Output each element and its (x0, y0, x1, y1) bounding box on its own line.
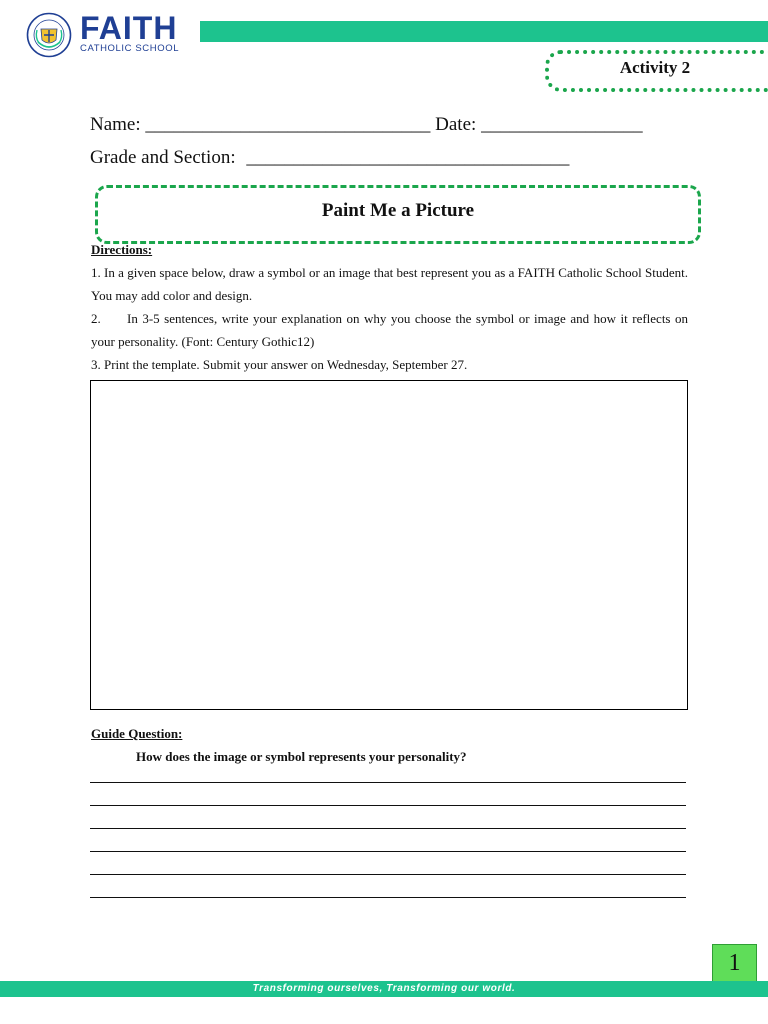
name-date-row (90, 114, 643, 136)
answer-line[interactable] (90, 874, 686, 875)
grade-section-row (90, 147, 569, 169)
page-number: 1 (728, 950, 741, 976)
guide-question-heading: Guide Question: (91, 726, 183, 741)
direction-item-3: 3. Print the template. Submit your answer on Wednesday, September 27. (91, 357, 468, 372)
direction-item-2-number: 2. (91, 311, 101, 326)
brand-subtitle: CATHOLIC SCHOOL (80, 43, 180, 54)
brand-wordmark (80, 12, 179, 54)
date-blank[interactable]: _________________ (481, 114, 643, 135)
answer-line[interactable] (90, 851, 686, 852)
guide-question: How does the image or symbol represents your personality? (136, 749, 467, 764)
activity-title: Paint Me a Picture (321, 200, 475, 221)
grade-blank[interactable]: __________________________________ (246, 147, 570, 168)
school-seal-logo (26, 12, 72, 58)
footer-tagline: Transforming ourselves, Transforming our world. (252, 983, 516, 994)
direction-item-2 (91, 307, 688, 353)
directions-heading: Directions: (91, 242, 153, 257)
activity-label: Activity 2 (619, 58, 691, 77)
name-label: Name: (90, 114, 141, 135)
answer-line[interactable] (90, 828, 686, 829)
name-blank[interactable]: ______________________________ (145, 114, 431, 135)
grade-label: Grade and Section: (90, 147, 236, 168)
direction-item-2-text: In 3-5 sentences, write your explanation on why you choose the symbol or image and how it reflects on your personality. (Font: Century Gothic12) (91, 311, 688, 349)
drawing-area[interactable] (90, 380, 688, 710)
answer-line[interactable] (90, 897, 686, 898)
header-accent-bar (200, 21, 768, 42)
answer-line[interactable] (90, 782, 686, 783)
answer-line[interactable] (90, 805, 686, 806)
brand-name: FAITH (80, 10, 178, 46)
direction-item-1: 1. In a given space below, draw a symbol or an image that best represent you as a FAITH Catholic School Student. You may add color and design. (91, 265, 688, 303)
date-label: Date: (435, 114, 477, 135)
